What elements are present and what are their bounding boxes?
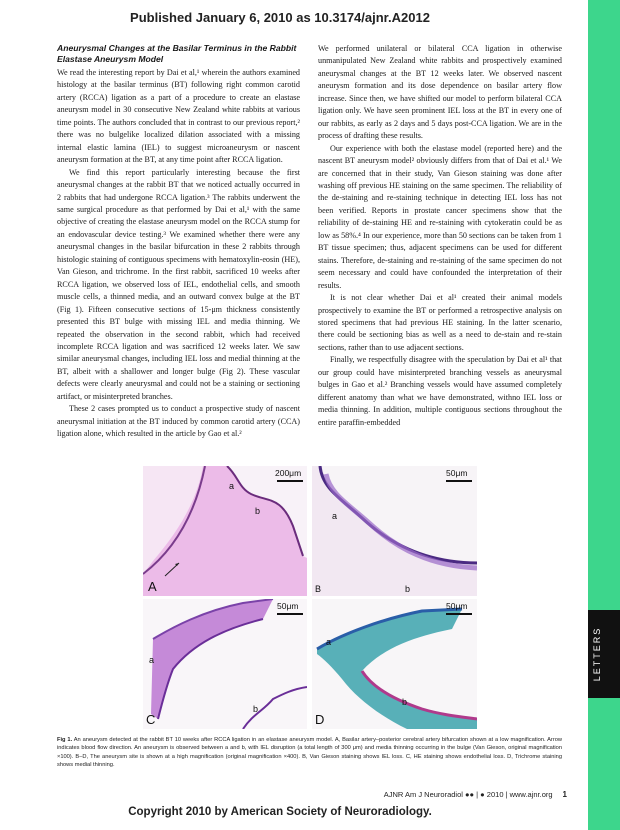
- mark-a: a: [332, 511, 338, 521]
- paragraph: These 2 cases prompted us to conduct a prospective study of nascent aneurysmal initiation at the BT induced by common carotid artery (CCA) ligation alone, which resulted in the article by Gao et al.²: [57, 404, 300, 439]
- section-sidebar: [588, 0, 620, 830]
- paragraph: We performed unilateral or bilateral CCA ligation in otherwise unmanipulated New Zealand white rabbits and prospectively examined aneurysmal changes at the BT 12 weeks later. We observed nascent aneurysm formation and its dose dependence on basilar artery flow increase. Since then, we have shifted our model to perform bilateral CCA ligation only. We have seen prominent IEL loss at the BT in every one of our rabbits, as early as 2 days and 5 days post-CCA ligation. We are in the process of drafting these results.: [318, 44, 562, 141]
- histology-a-image: [143, 466, 307, 596]
- letters-tab: [588, 610, 620, 698]
- letters-label: LETTERS: [592, 626, 602, 682]
- caption-text: An aneurysm detected at the rabbit BT 10 weeks after RCCA ligation in an elastase aneurysm model. A, Basilar artery–posterior cerebral artery bifurcation shown at a low magnification. Arrow indicates blood flow direction. An aneurysm is observed between a and b, with IEL disruption (a total length of 300 μm) and media thinning occurring in the bulge (Van Gieson, original magnification ×100). B–D, The aneurysm site is shown at a high magnification (original magnification ×400). B, Van Gieson staining shows IEL loss. C, HE staining shows endothelial loss. D, Trichrome staining shows medial thinning.: [57, 737, 562, 769]
- article-title: Aneurysmal Changes at the Basilar Terminus in the Rabbit Elastase Aneurysm Model: [57, 43, 297, 64]
- scale-bar: [446, 613, 472, 615]
- mark-b: b: [255, 506, 261, 516]
- scale-label: 50μm: [446, 468, 468, 478]
- left-column: [57, 43, 300, 441]
- mark-b: b: [402, 697, 408, 707]
- histology-b-image: [312, 466, 477, 596]
- histology-d-image: [312, 599, 477, 729]
- mark-a: a: [149, 655, 155, 665]
- journal-info: AJNR Am J Neuroradiol ●● | ● 2010 | www.ajnr.org: [383, 790, 553, 799]
- page-number: 1: [562, 790, 567, 799]
- scale-label: 50μm: [277, 601, 299, 611]
- figure-panel-c: [143, 599, 307, 729]
- panel-letter: B: [315, 584, 322, 594]
- paragraph: Finally, we respectfully disagree with the speculation by Dai et al¹ that our group could have misinterpreted branching vessels as aneurysmal bulges in Gao et al.² Branching vessels would have assumed completely different anatomy than what we have demonstrated, withno IEL loss or media thinning. In addition, multiple contiguous sections throughout the entire paraffin-embedded: [318, 355, 562, 427]
- mark-a: a: [229, 481, 235, 491]
- scale-bar: [277, 613, 303, 615]
- histology-c-image: [143, 599, 307, 729]
- scale-bar: [277, 480, 303, 482]
- mark-b: b: [253, 704, 259, 714]
- paragraph: We find this report particularly interesting because the first aneurysmal changes at the rabbit BT that we noticed actually occurred in 2 rabbits that had undergone RCCA ligation.³ The rabbits underwent the same surgical procedure as that performed by Dai et al,¹ with the same objective of creating the elastase aneurysm model on the RCCA stump for an endovascular device testing.³ We examined whether there were any aneurysmal changes in the basilar bifurcation in these 2 rabbits through histologic staining of contiguous specimens with hematoxylin-eosin (HE), Van Gieson, and trichrome. In the first rabbit, sacrificed 10 weeks after RCCA ligation, we observed loss of IEL, endothelial cells, and smooth muscle cells, a thinned media, and an outward convex bulge at the BT (Fig 1). Fifteen consecutive sections of 15-μm thickness consistently presented this BT bulge with missing IEL and media thinning. We repeated the observation in the second rabbit, which had received incomplete RCCA ligation and was sacrificed 12 weeks later. We saw similar aneurysmal changes, including IEL loss and medial thinning at the BT, albeit with a shallower and longer bulge (Fig 2). These vascular defects were clearly aneurysmal and could not be a staining or sectioning artifact, or misinterpreted branches.: [57, 167, 300, 401]
- caption-label: Fig 1.: [57, 737, 73, 743]
- publication-banner: Published January 6, 2010 as 10.3174/ajnr.A2012: [130, 10, 430, 25]
- right-column: [318, 43, 562, 429]
- scale-label: 50μm: [446, 601, 468, 611]
- page-footer: [57, 790, 567, 799]
- figure-panel-b: [312, 466, 477, 596]
- figure-panel-d: [312, 599, 477, 729]
- copyright-notice: Copyright 2010 by American Society of Neuroradiology.: [128, 806, 432, 818]
- scale-bar: [446, 480, 472, 482]
- panel-letter: A: [148, 579, 157, 594]
- figure-caption: [57, 736, 562, 770]
- paragraph: We read the interesting report by Dai et al,¹ wherein the authors examined histology at the basilar terminus (BT) following right common carotid artery (RCCA) ligation as a part of a procedure to create an elastase aneurysm model in 30 consecutive New Zealand white rabbits at various time points. The authors concluded that in contrast to our previous report,² there was no bulgelike localized dilation associated with a missing internal elastic lamina (IEL) to suggest microaneurysm or nascent aneurysm formation at the BT, at any time point after RCCA ligation.: [57, 68, 300, 165]
- mark-a: a: [326, 637, 332, 647]
- scale-label: 200μm: [275, 468, 302, 478]
- panel-letter: D: [315, 712, 325, 727]
- figure-panel-a: [143, 466, 307, 596]
- mark-b: b: [405, 584, 411, 594]
- paragraph: It is not clear whether Dai et al¹ created their animal models prospectively to examine the BT or performed a retrospective analysis on stored specimens that had previous HE staining. In the latter scenario, there could be sectioning bias as well as a need to de-stain and re-stain sections, rather than to use adjacent sections.: [318, 293, 562, 352]
- panel-letter: C: [146, 712, 156, 727]
- paragraph: Our experience with both the elastase model (reported here) and the nascent BT aneurysm model² obviously differs from that of Dai et al.¹ We are concerned that in their study, Van Gieson staining was done after washing off previous HE staining on the same specimen. The reliability of the de-staining and re-staining technique in detecting IEL loss has not been verified. Reports in prostate cancer specimens show that the reliability of de-staining HE and re-staining with cytokeratin could be as low as 58%.⁴ In our experience, more than 50 sections can be taken from 1 BT tissue specimen; thus, adjacent specimens can be used for different stains. Therefore, de-staining and re-staining of the same specimen do not seem necessary and could have confounded the interpretation of their results.: [318, 143, 562, 290]
